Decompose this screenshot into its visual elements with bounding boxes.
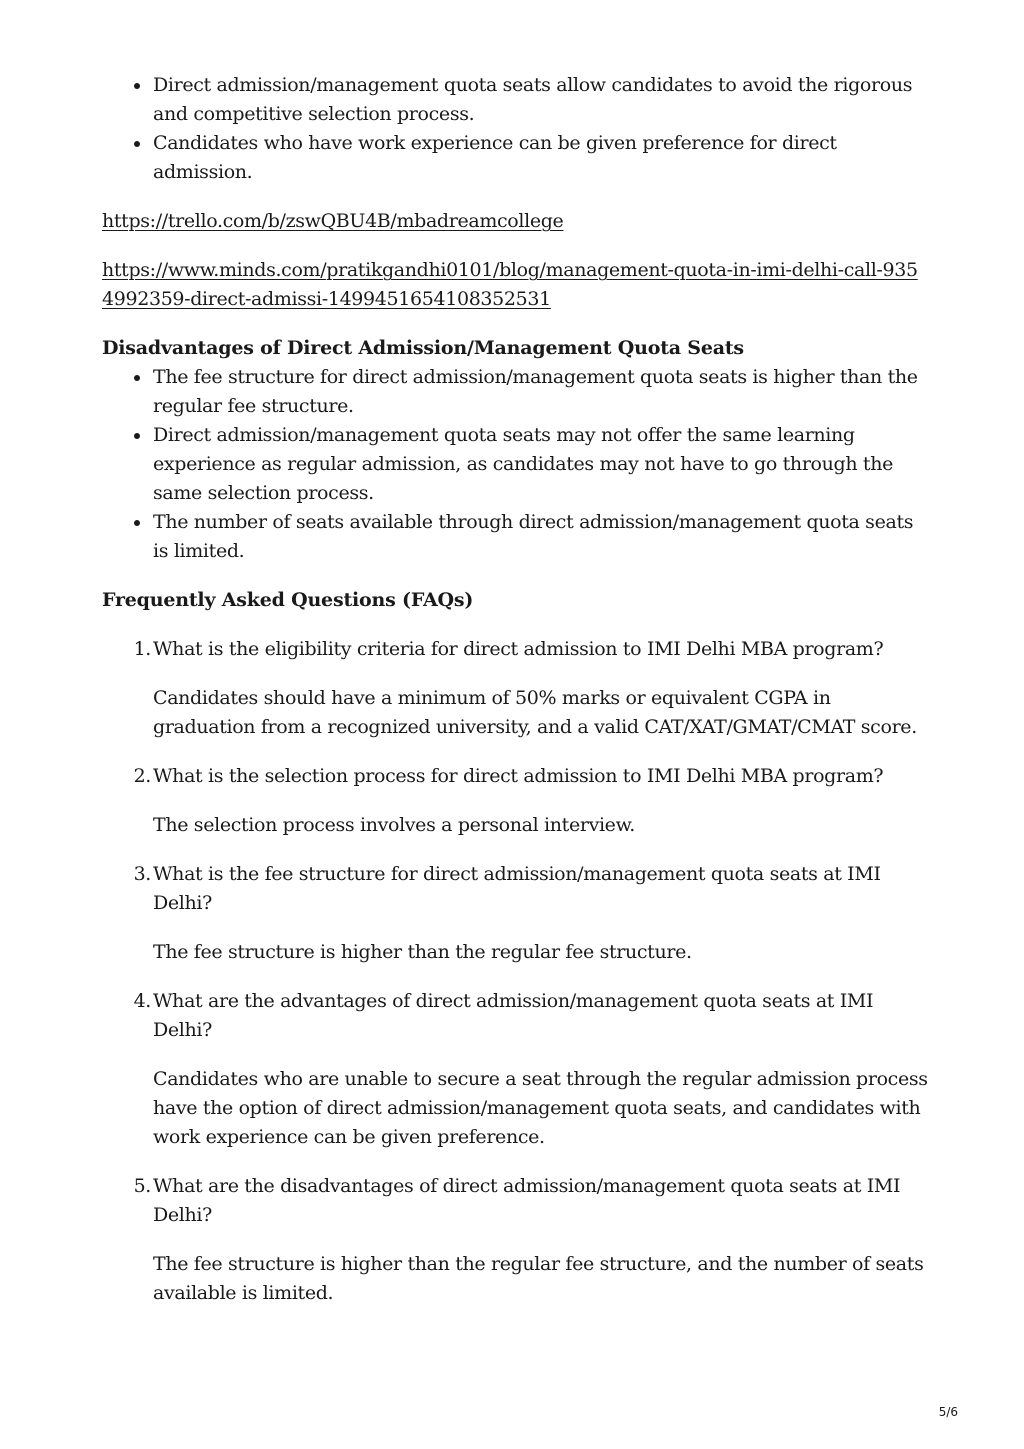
faq-question: What is the eligibility criteria for direct admission to IMI Delhi MBA program?: [153, 638, 884, 660]
faq-item: [133, 1172, 928, 1308]
faq-question: What are the disadvantages of direct admission/management quota seats at IMI Delhi?: [153, 1175, 901, 1226]
disadvantages-heading: Disadvantages of Direct Admission/Management Quota Seats: [102, 337, 744, 359]
faq-number: 1.: [133, 638, 151, 660]
list-item: Candidates who have work experience can be given preference for direct admission.: [153, 129, 928, 187]
faq-item: [133, 762, 928, 840]
faq-answer: The fee structure is higher than the regular fee structure.: [153, 941, 692, 963]
faq-item: [133, 635, 928, 742]
faq-number: 5.: [133, 1175, 151, 1197]
faq-answer: Candidates should have a minimum of 50% marks or equivalent CGPA in graduation from a recognized university, and a valid CAT/XAT/GMAT/CMAT score.: [153, 687, 917, 738]
faq-number: 4.: [133, 990, 151, 1012]
faq-question: What is the selection process for direct admission to IMI Delhi MBA program?: [153, 765, 884, 787]
faq-item: [133, 860, 928, 967]
list-item: The fee structure for direct admission/management quota seats is higher than the regular fee structure.: [153, 363, 928, 421]
document-body: [102, 71, 928, 1308]
faq-answer: Candidates who are unable to secure a seat through the regular admission process have the option of direct admission/management quota seats, and candidates with work experience can be given preference.: [153, 1068, 928, 1148]
list-item: The number of seats available through direct admission/management quota seats is limited.: [153, 508, 928, 566]
page-number: 5/6: [938, 1405, 958, 1419]
list-item: Direct admission/management quota seats may not offer the same learning experience as regular admission, as candidates may not have to go through the same selection process.: [153, 421, 928, 508]
faq-question: What is the fee structure for direct admission/management quota seats at IMI Delhi?: [153, 863, 881, 914]
faq-item: [133, 987, 928, 1152]
faq-number: 3.: [133, 863, 151, 885]
faq-list: [102, 635, 928, 1308]
faq-answer: The fee structure is higher than the regular fee structure, and the number of seats available is limited.: [153, 1253, 924, 1304]
faq-number: 2.: [133, 765, 151, 787]
intro-bullet-list: [102, 71, 928, 187]
list-item: Direct admission/management quota seats allow candidates to avoid the rigorous and competitive selection process.: [153, 71, 928, 129]
trello-link[interactable]: https://trello.com/b/zswQBU4B/mbadreamcollege: [102, 210, 564, 232]
faq-answer: The selection process involves a personal interview.: [153, 814, 635, 836]
minds-blog-link[interactable]: https://www.minds.com/pratikgandhi0101/blog/management-quota-in-imi-delhi-call-9354992359-direct-admissi-1499451654108352531: [102, 259, 918, 310]
faqs-heading: Frequently Asked Questions (FAQs): [102, 589, 474, 611]
disadvantages-list: [102, 363, 928, 566]
faq-question: What are the advantages of direct admission/management quota seats at IMI Delhi?: [153, 990, 874, 1041]
